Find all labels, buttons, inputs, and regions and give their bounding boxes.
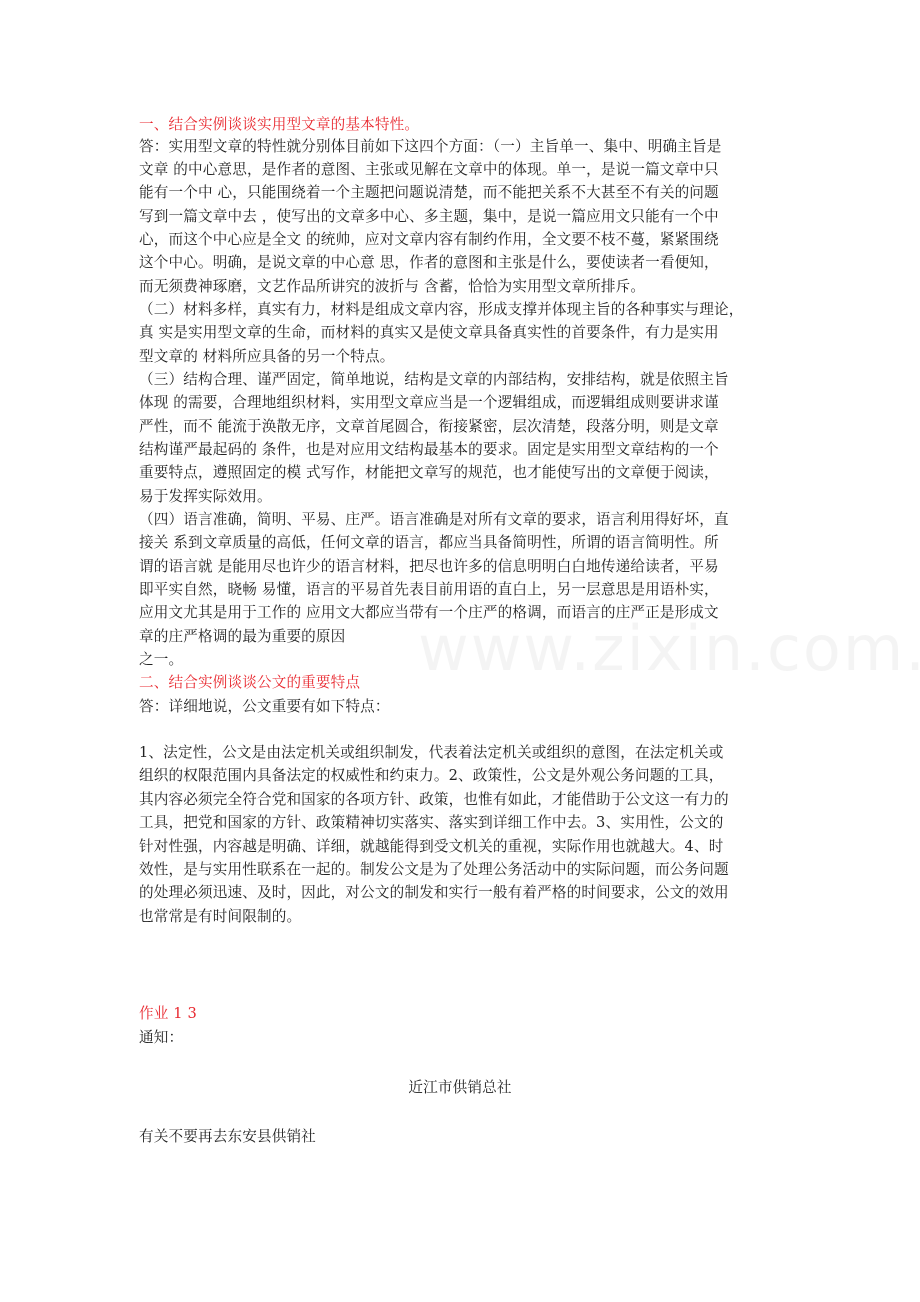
section-1-line: 章的庄严格调的最为重要的原因 [139, 628, 346, 645]
section-1-line: 答：实用型文章的特性就分别体目前如下这四个方面：（一）主旨单一、集中、明确主旨是 [139, 138, 722, 155]
section-2-line: 工具，把党和国家的方针、政策精神切实落实、落实到详细工作中去。3、实用性，公文的 [139, 814, 724, 831]
section-2-intro: 答：详细地说，公文重要有如下特点： [139, 698, 390, 715]
section-2-line: 效性，是与实用性联系在一起的。制发公文是为了处理公务活动中的实际问题，而公务问题 [139, 861, 729, 878]
section-1-line: 这个中心。明确，是说文章的中心意 思，作者的意图和主张是什么，要使读者一看便知， [139, 254, 719, 271]
notice-subject: 有关不要再去东安县供销社 [139, 1128, 316, 1145]
section-1-line: 接关 系到文章质量的高低，任何文章的语言，都应当具备简明性，所谓的语言简明性。所 [139, 534, 719, 551]
section-1-line: 心，而这个中心应是全文 的统帅，应对文章内容有制约作用，全文要不枝不蔓，紧紧围绕 [139, 231, 719, 248]
section-1-line: （二）材料多样，真实有力，材料是组成文章内容，形成支撑并体现主旨的各种事实与理论， [139, 301, 744, 318]
section-1-line: 易于发挥实际效用。 [139, 488, 272, 505]
section-1-line: 体现 的需要，合理地组织材料，实用型文章应当是一个逻辑组成，而逻辑组成则要讲求谨 [139, 394, 719, 411]
assignment-heading: 作业 1 3 [139, 1005, 197, 1022]
section-1-heading: 一、结合实例谈谈实用型文章的基本特性。 [139, 116, 420, 133]
section-2-line: 的处理必须迅速、及时，因此，对公文的制发和实行一般有着严格的时间要求，公文的效用 [139, 884, 729, 901]
section-1-line: 能有一个中 心，只能围绕着一个主题把问题说清楚，而不能把关系不大甚至不有关的问题 [139, 184, 719, 201]
section-2-line: 组织的权限范围内具备法定的权威性和约束力。2、政策性，公文是外观公务问题的工具， [139, 767, 724, 784]
section-1-line: 真 实是实用型文章的生命，而材料的真实又是使文章具备真实性的首要条件，有力是实用 [139, 324, 719, 341]
section-2-line: 针对性强，内容越是明确、详细，就越能得到受文机关的重视，实际作用也就越大。4、时 [139, 838, 724, 855]
section-1-line: 应用文尤其是用于工作的 应用文大都应当带有一个庄严的格调，而语言的庄严正是形成文 [139, 604, 719, 621]
section-2-line: 其内容必须完全符合党和国家的各项方针、政策，也惟有如此，才能借助于公文这一有力的 [139, 791, 729, 808]
section-2-line: 也常常是有时间限制的。 [139, 908, 302, 925]
section-1-line: 即平实自然，晓畅 易懂，语言的平易首先表目前用语的直白上，另一层意思是用语朴实， [139, 581, 719, 598]
section-1-line: 写到一篇文章中去 ，使写出的文章多中心、多主题，集中，是说一篇应用文只能有一个中 [139, 208, 719, 225]
section-1-line: 重要特点，遵照固定的模 式写作，材能把文章写的规范，也才能使写出的文章便于阅读， [139, 464, 719, 481]
organization-title: 近江市供销总社 [408, 1079, 512, 1096]
section-1-line: （三）结构合理、谨严固定，简单地说，结构是文章的内部结构，安排结构，就是依照主旨 [139, 371, 729, 388]
section-1-line: 之一。 [139, 651, 184, 668]
section-2-line: 1、法定性，公文是由法定机关或组织制发，代表着法定机关或组织的意图，在法定机关或 [139, 744, 724, 761]
section-2-heading: 二、结合实例谈谈公文的重要特点 [139, 674, 361, 691]
section-1-line: 而无须费神琢磨，文艺作品所讲究的波折与 含蓄，恰恰为实用型文章所排斥。 [139, 278, 646, 295]
notice-label: 通知： [139, 1029, 184, 1046]
section-1-line: 文章 的中心意思，是作者的意图、主张或见解在文章中的体现。单一，是说一篇文章中只 [139, 161, 719, 178]
section-1-line: （四）语言准确，简明、平易、庄严。语言准确是对所有文章的要求，语言利用得好坏，直 [139, 511, 729, 528]
section-1-line: 型文章的 材料所应具备的另一个特点。 [139, 348, 395, 365]
section-1-line: 结构谨严最起码的 条件，也是对应用文结构最基本的要求。固定是实用型文章结构的一个 [139, 441, 719, 458]
section-1-line: 谓的语言就 是能用尽也许少的语言材料，把尽也许多的信息明明白白地传递给读者，平易 [139, 558, 719, 575]
section-1-line: 严性，而不 能流于涣散无序，文章首尾圆合，衔接紧密，层次清楚，段落分明，则是文章 [139, 418, 719, 435]
